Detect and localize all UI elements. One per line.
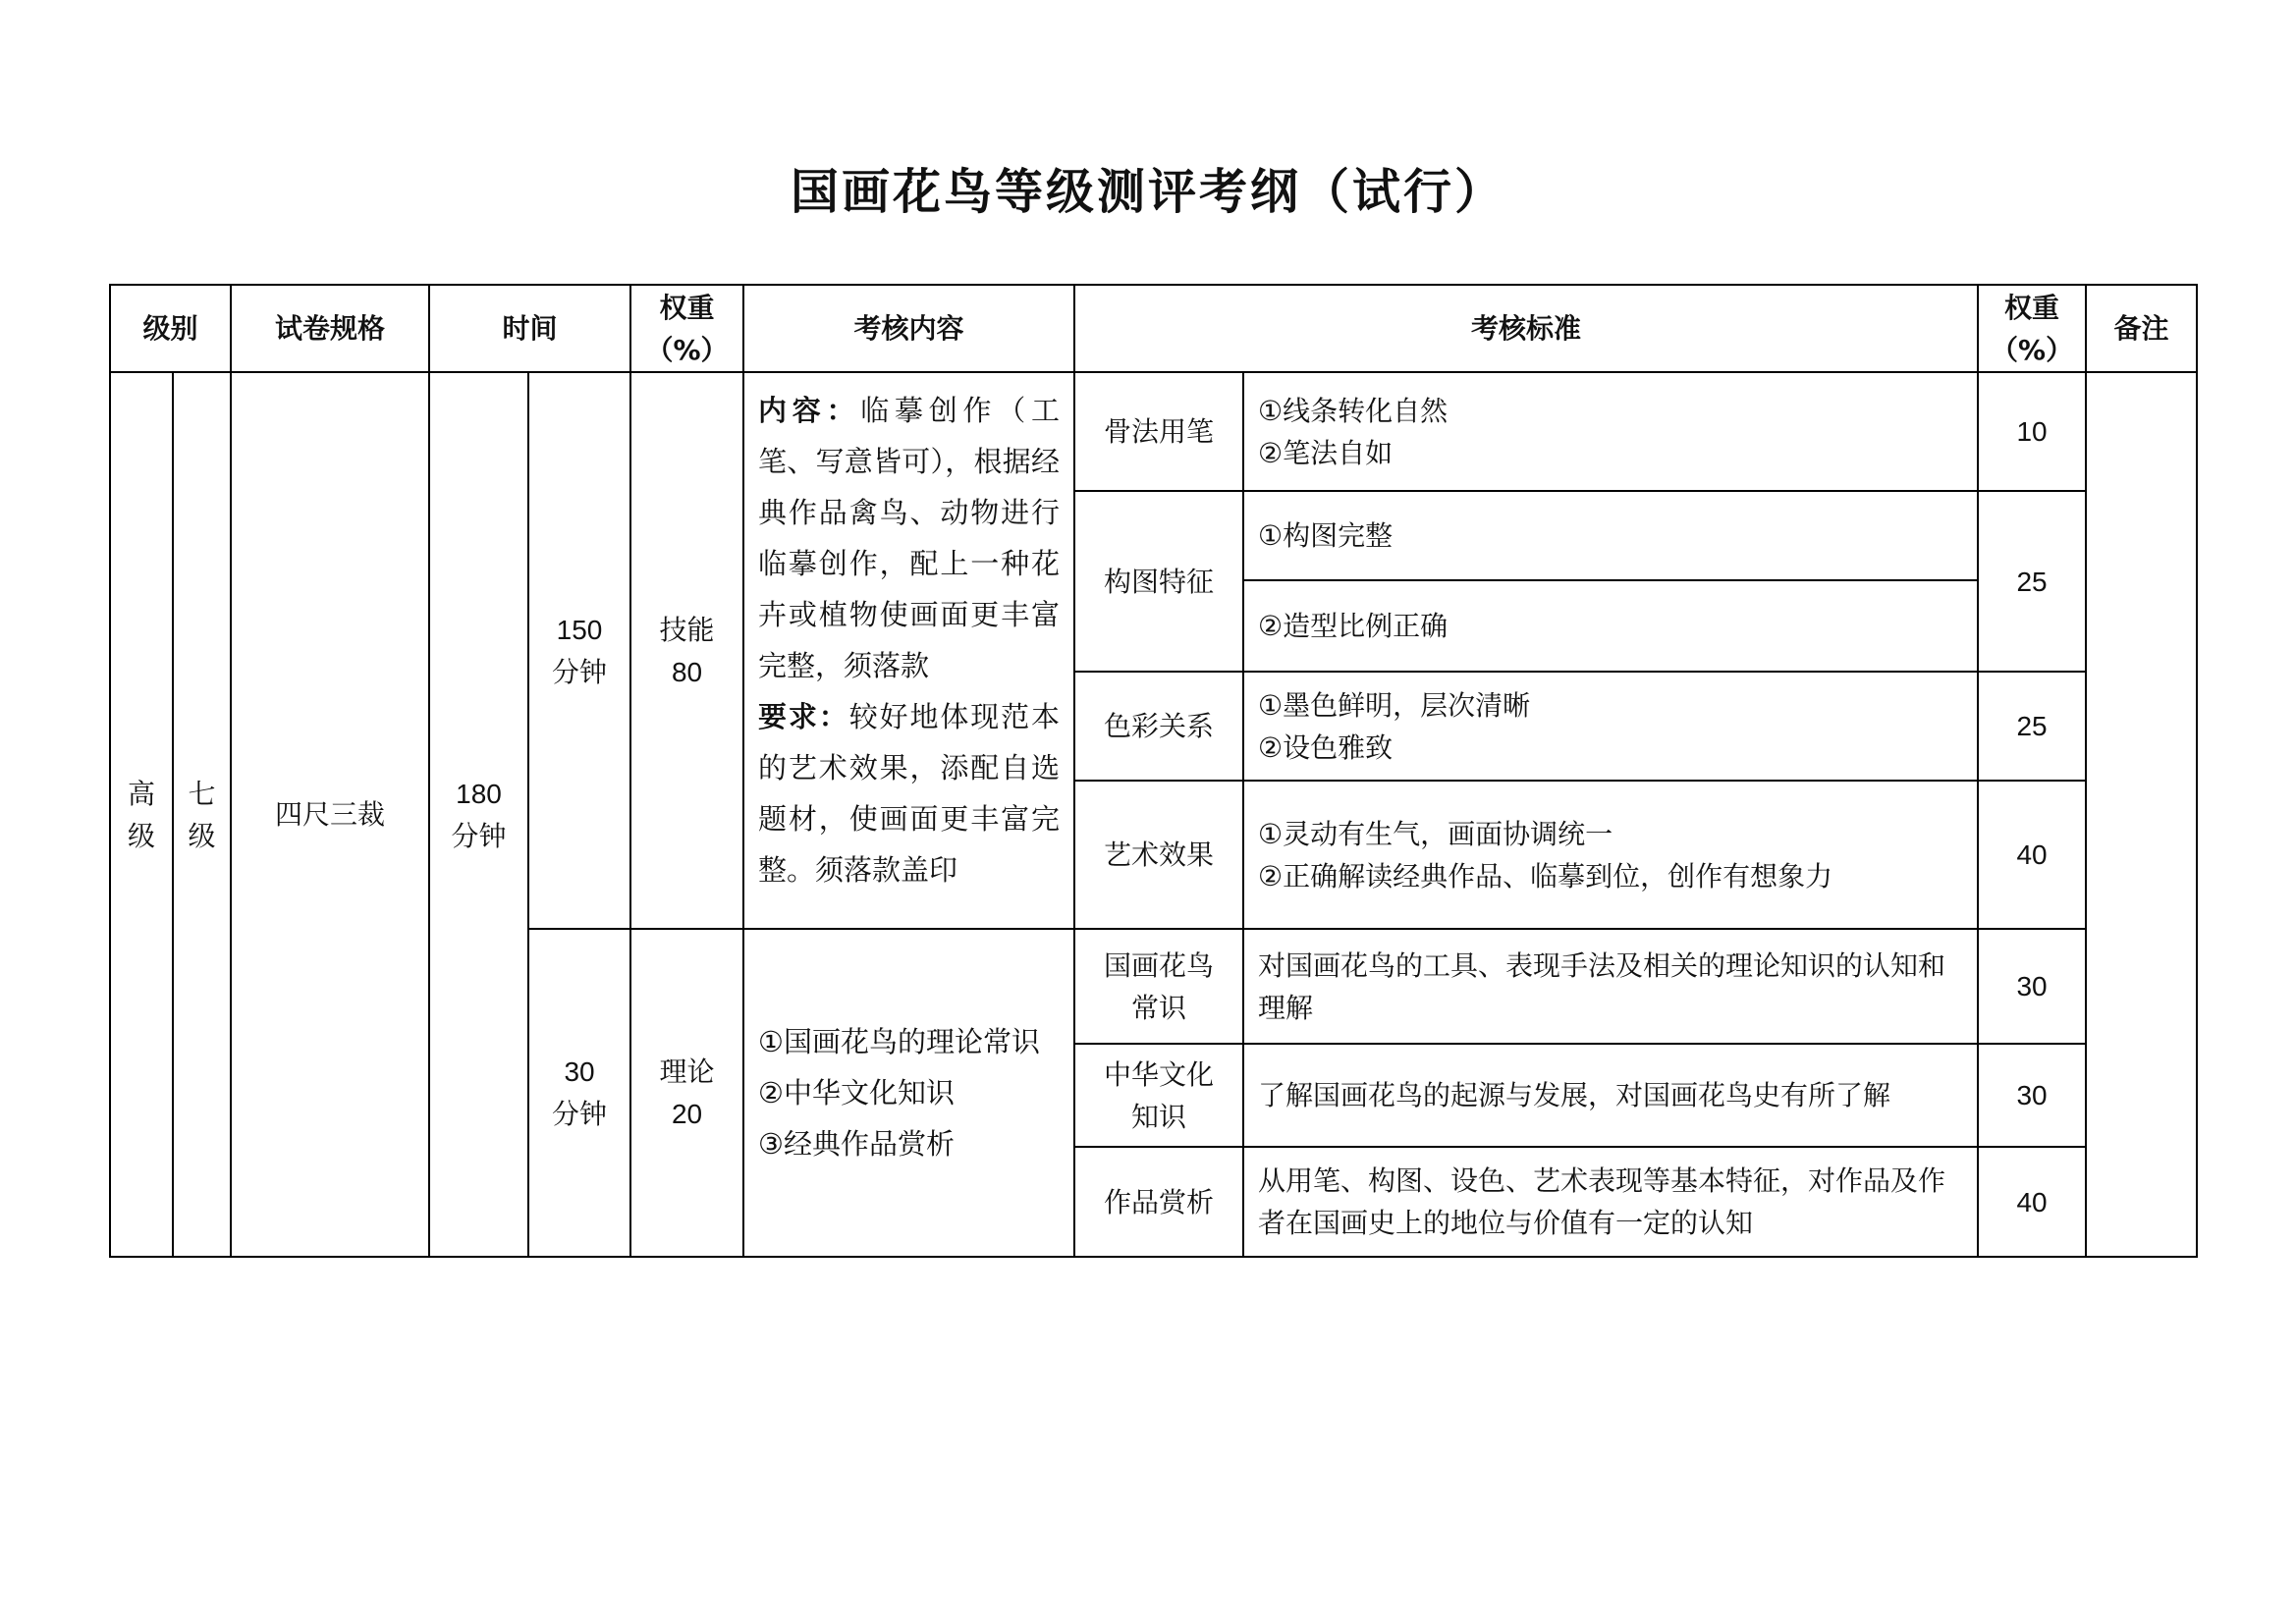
header-time: 时间 bbox=[429, 285, 630, 372]
content-text: 临摹创作（工笔、写意皆可），根据经典作品禽鸟、动物进行临摹创作，配上一种花卉或植物使画面更丰富完整，须落款 bbox=[758, 394, 1061, 682]
requirement-text: 较好地体现范本的艺术效果，添配自选题材，使画面更丰富完整。须落款盖印 bbox=[758, 700, 1061, 887]
criterion-name: 艺术效果 bbox=[1074, 781, 1243, 929]
criterion-item: ②正确解读经典作品、临摹到位，创作有想象力 bbox=[1258, 859, 1833, 893]
theory-content-item: ②中华文化知识 bbox=[758, 1076, 956, 1109]
criterion-name bbox=[1074, 1044, 1243, 1147]
total-time-line2: 分钟 bbox=[451, 819, 507, 852]
criterion-item: ①线条转化自然 bbox=[1258, 394, 1449, 427]
criterion-weight: 30 bbox=[1978, 929, 2086, 1044]
criterion-name-line1: 国画花鸟 bbox=[1104, 948, 1215, 982]
criterion-weight: 25 bbox=[1978, 672, 2086, 781]
criterion-standard: 从用笔、构图、设色、艺术表现等基本特征，对作品及作者在国画史上的地位与价值有一定的认知 bbox=[1243, 1147, 1978, 1257]
header-standard: 考核标准 bbox=[1074, 285, 1978, 372]
header-paper-spec: 试卷规格 bbox=[231, 285, 429, 372]
content-label: 内容： bbox=[758, 394, 861, 427]
theory-weight-line2: 20 bbox=[671, 1099, 703, 1129]
criterion-name: 骨法用笔 bbox=[1074, 372, 1243, 491]
theory-content-item: ③经典作品赏析 bbox=[758, 1127, 956, 1161]
header-weight2 bbox=[1978, 285, 2086, 372]
criterion-item: ①构图完整 bbox=[1243, 491, 1978, 580]
theory-time-cell bbox=[528, 929, 630, 1257]
level-group-line1: 高 bbox=[127, 777, 155, 810]
exam-outline-table bbox=[109, 284, 2198, 1258]
criterion-name: 构图特征 bbox=[1074, 491, 1243, 672]
remarks-cell bbox=[2086, 372, 2197, 1257]
criterion-name bbox=[1074, 929, 1243, 1044]
skill-weight-cell bbox=[630, 372, 743, 929]
paper-spec-cell: 四尺三裁 bbox=[231, 372, 429, 1257]
criterion-item: ②造型比例正确 bbox=[1243, 580, 1978, 672]
total-time-cell bbox=[429, 372, 528, 1257]
criterion-name-line2: 常识 bbox=[1131, 991, 1187, 1024]
total-time-line1: 180 bbox=[456, 778, 502, 809]
criterion-standard: 对国画花鸟的工具、表现手法及相关的理论知识的认知和理解 bbox=[1243, 929, 1978, 1044]
level-cell bbox=[173, 372, 231, 1257]
level-line2: 级 bbox=[188, 819, 216, 852]
requirement-label: 要求： bbox=[758, 700, 849, 733]
criterion-name: 色彩关系 bbox=[1074, 672, 1243, 781]
criterion-weight: 10 bbox=[1978, 372, 2086, 491]
criterion-item: ②设色雅致 bbox=[1258, 730, 1394, 764]
criterion-weight: 25 bbox=[1978, 491, 2086, 672]
theory-weight-cell bbox=[630, 929, 743, 1257]
skill-time-line2: 分钟 bbox=[552, 655, 608, 688]
criterion-weight: 40 bbox=[1978, 1147, 2086, 1257]
header-weight bbox=[630, 285, 743, 372]
level-group-cell bbox=[110, 372, 173, 1257]
criterion-item: ①灵动有生气，画面协调统一 bbox=[1258, 817, 1613, 850]
criterion-standard bbox=[1243, 781, 1978, 929]
criterion-weight: 30 bbox=[1978, 1044, 2086, 1147]
header-remarks: 备注 bbox=[2086, 285, 2197, 372]
criterion-weight: 40 bbox=[1978, 781, 2086, 929]
table-header-row bbox=[110, 285, 2197, 372]
theory-content-item: ①国画花鸟的理论常识 bbox=[758, 1025, 1041, 1058]
skill-time-cell bbox=[528, 372, 630, 929]
criterion-name-line2: 知识 bbox=[1131, 1100, 1187, 1133]
skill-weight-line1: 技能 bbox=[659, 613, 715, 646]
header-weight2-line2: （%） bbox=[1991, 333, 2074, 366]
theory-time-line2: 分钟 bbox=[552, 1098, 608, 1130]
table-row bbox=[110, 372, 2197, 491]
criterion-standard bbox=[1243, 372, 1978, 491]
page-title: 国画花鸟等级测评考纲（试行） bbox=[790, 163, 1505, 220]
criterion-name: 作品赏析 bbox=[1074, 1147, 1243, 1257]
header-weight-line2: （%） bbox=[645, 333, 729, 366]
skill-weight-line2: 80 bbox=[671, 656, 703, 687]
skill-content-cell bbox=[743, 372, 1074, 929]
criterion-item: ②笔法自如 bbox=[1258, 436, 1394, 469]
header-weight-line1: 权重 bbox=[659, 291, 715, 324]
theory-weight-line1: 理论 bbox=[659, 1055, 715, 1088]
criterion-standard: 了解国画花鸟的起源与发展，对国画花鸟史有所了解 bbox=[1243, 1044, 1978, 1147]
theory-content-cell bbox=[743, 929, 1074, 1257]
level-group-line2: 级 bbox=[127, 819, 155, 852]
criterion-item: ①墨色鲜明，层次清晰 bbox=[1258, 688, 1531, 722]
header-content: 考核内容 bbox=[743, 285, 1074, 372]
criterion-standard bbox=[1243, 672, 1978, 781]
header-level: 级别 bbox=[110, 285, 231, 372]
skill-time-line1: 150 bbox=[556, 614, 603, 645]
criterion-name-line1: 中华文化 bbox=[1104, 1057, 1215, 1091]
theory-time-line1: 30 bbox=[564, 1056, 595, 1087]
level-line1: 七 bbox=[188, 777, 216, 810]
header-weight2-line1: 权重 bbox=[2004, 291, 2060, 324]
